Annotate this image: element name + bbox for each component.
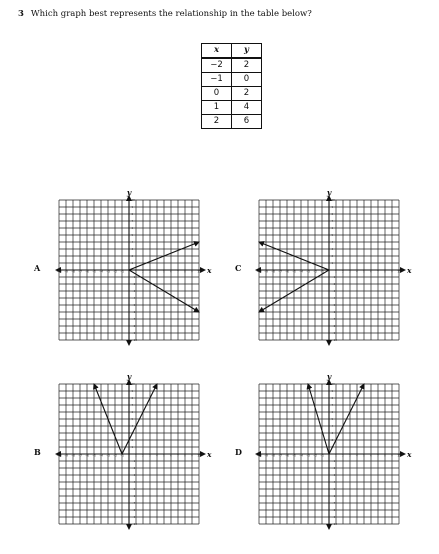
tick-label: −4	[331, 297, 336, 300]
tick-label: 7	[177, 270, 179, 274]
tick-label: 7	[331, 404, 334, 407]
y-axis-label: y	[326, 372, 332, 381]
question-text: Which graph best represents the relationship in the table below?	[30, 9, 312, 19]
tick-label: −2	[131, 467, 136, 470]
choice-label-c[interactable]: C	[235, 263, 242, 273]
tick-label: 10	[331, 383, 335, 386]
tick-label: 6	[370, 270, 372, 274]
tick-label: 3	[331, 432, 334, 435]
tick-label: −4	[299, 270, 303, 274]
tick-label: −4	[331, 481, 336, 484]
tick-label: −2	[131, 283, 136, 286]
tick-label: −7	[331, 502, 336, 505]
tick-label: −1	[120, 270, 124, 274]
table-cell-x: −2	[202, 58, 232, 73]
tick-label: 7	[377, 454, 379, 458]
table-header-row	[202, 44, 262, 59]
y-axis-label: y	[126, 372, 132, 381]
tick-label: 2	[131, 255, 134, 258]
tick-label: −9	[331, 332, 336, 335]
table-cell-y: 6	[232, 115, 262, 129]
tick-label: −10	[131, 339, 137, 342]
tick-label: 4	[331, 425, 334, 428]
table-cell-y: 2	[232, 87, 262, 101]
tick-label: −10	[131, 523, 137, 526]
tick-label: −2	[113, 454, 117, 458]
tick-label: 1	[131, 446, 134, 449]
tick-label: −8	[271, 270, 275, 274]
table-row	[202, 87, 262, 101]
tick-label: −1	[120, 454, 124, 458]
tick-label: 10	[397, 270, 401, 274]
tick-label: −7	[131, 502, 136, 505]
tick-label: 3	[349, 270, 351, 274]
graph-choice-b[interactable]	[56, 372, 212, 530]
tick-label: 8	[384, 454, 386, 458]
tick-label: −6	[131, 495, 136, 498]
tick-label: −5	[292, 270, 296, 274]
table-cell-x: 1	[202, 101, 232, 115]
tick-label: −9	[331, 516, 336, 519]
table-cell-y: 0	[232, 73, 262, 87]
tick-label: −2	[113, 270, 117, 274]
table-cell-y: 2	[232, 58, 262, 73]
tick-label: 4	[131, 425, 134, 428]
tick-label: 3	[149, 454, 151, 458]
tick-label: −6	[331, 311, 336, 314]
tick-label: −8	[131, 325, 136, 328]
tick-label: −1	[331, 276, 336, 279]
x-axis-label: x	[207, 450, 212, 459]
tick-label: 10	[397, 454, 401, 458]
xy-table	[201, 43, 262, 129]
table-cell-x: 2	[202, 115, 232, 129]
tick-label: −8	[271, 454, 275, 458]
tick-label: −8	[131, 509, 136, 512]
tick-label: −6	[285, 454, 289, 458]
tick-label: 6	[170, 270, 172, 274]
tick-label: 8	[331, 213, 334, 216]
choice-label-b[interactable]: B	[34, 447, 41, 457]
tick-label: −9	[64, 270, 68, 274]
tick-label: −9	[131, 332, 136, 335]
tick-label: −8	[331, 325, 336, 328]
table-cell-x: −1	[202, 73, 232, 87]
tick-label: −3	[106, 270, 110, 274]
tick-label: −3	[331, 474, 336, 477]
tick-label: 2	[342, 270, 344, 274]
tick-label: 1	[135, 270, 137, 274]
tick-label: 6	[331, 227, 334, 230]
tick-label: −9	[264, 270, 268, 274]
tick-label: −5	[292, 454, 296, 458]
tick-label: 9	[391, 454, 393, 458]
x-axis-label: x	[407, 266, 412, 275]
choice-label-d[interactable]: D	[235, 447, 242, 457]
tick-label: 2	[331, 255, 334, 258]
graph-choice-c[interactable]	[256, 188, 412, 346]
tick-label: 1	[331, 262, 334, 265]
table-row	[202, 58, 262, 73]
tick-label: 1	[335, 270, 337, 274]
tick-label: 4	[156, 270, 158, 274]
tick-label: −4	[99, 270, 103, 274]
tick-label: 2	[142, 270, 144, 274]
y-axis-label: y	[126, 188, 132, 197]
tick-label: −4	[99, 454, 103, 458]
tick-label: −5	[331, 304, 336, 307]
tick-label: 5	[163, 454, 165, 458]
tick-label: −3	[306, 454, 310, 458]
tick-label: 4	[356, 454, 358, 458]
tick-label: −7	[278, 454, 282, 458]
tick-label: −4	[299, 454, 303, 458]
tick-label: 10	[197, 270, 201, 274]
question-stem	[18, 9, 312, 19]
tick-label: −5	[131, 488, 136, 491]
tick-label: 9	[191, 270, 193, 274]
tick-label: 5	[131, 234, 134, 237]
x-axis-label: x	[207, 266, 212, 275]
tick-label: −6	[331, 495, 336, 498]
x-axis-label: x	[407, 450, 412, 459]
tick-label: 6	[131, 227, 134, 230]
tick-label: −4	[131, 297, 136, 300]
tick-label: −10	[331, 339, 337, 342]
tick-label: −9	[264, 454, 268, 458]
tick-label: 4	[356, 270, 358, 274]
tick-label: 8	[384, 270, 386, 274]
tick-label: 3	[331, 248, 334, 251]
tick-label: 9	[131, 206, 134, 209]
tick-label: 10	[131, 383, 135, 386]
tick-label: 3	[131, 432, 134, 435]
tick-label: −7	[78, 270, 82, 274]
table-header-x: x	[202, 44, 232, 59]
tick-label: 8	[184, 270, 186, 274]
tick-label: 2	[331, 439, 334, 442]
tick-label: 9	[331, 390, 334, 393]
tick-label: 7	[331, 220, 334, 223]
tick-label: −5	[92, 454, 96, 458]
tick-label: 3	[349, 454, 351, 458]
tick-label: −3	[131, 290, 136, 293]
tick-label: 5	[131, 418, 134, 421]
tick-label: 9	[131, 390, 134, 393]
tick-label: 6	[370, 454, 372, 458]
tick-label: 10	[131, 199, 135, 202]
table-cell-x: 0	[202, 87, 232, 101]
tick-label: −10	[256, 454, 262, 458]
tick-label: −1	[320, 454, 324, 458]
tick-label: 3	[131, 248, 134, 251]
tick-label: 1	[131, 262, 134, 265]
tick-label: 8	[331, 397, 334, 400]
tick-label: 9	[331, 206, 334, 209]
tick-label: −7	[278, 270, 282, 274]
tick-label: −8	[331, 509, 336, 512]
tick-label: 6	[131, 411, 134, 414]
tick-label: 10	[197, 454, 201, 458]
y-axis-label: y	[326, 188, 332, 197]
tick-label: 5	[331, 234, 334, 237]
tick-label: −7	[131, 318, 136, 321]
tick-label: 2	[142, 454, 144, 458]
tick-label: −5	[92, 270, 96, 274]
tick-label: 6	[331, 411, 334, 414]
tick-label: 6	[170, 454, 172, 458]
tick-label: 3	[149, 270, 151, 274]
tick-label: 7	[131, 404, 134, 407]
tick-label: −2	[331, 467, 336, 470]
tick-label: −3	[306, 270, 310, 274]
tick-label: −1	[320, 270, 324, 274]
tick-label: 4	[331, 241, 334, 244]
tick-label: 8	[184, 454, 186, 458]
tick-label: −4	[131, 481, 136, 484]
tick-label: 9	[391, 270, 393, 274]
tick-label: −10	[56, 270, 62, 274]
tick-label: −6	[85, 270, 89, 274]
tick-label: −9	[64, 454, 68, 458]
tick-label: −10	[56, 454, 62, 458]
tick-label: 1	[335, 454, 337, 458]
tick-label: −5	[131, 304, 136, 307]
tick-label: 7	[177, 454, 179, 458]
tick-label: 1	[331, 446, 334, 449]
table-header-y: y	[232, 44, 262, 59]
tick-label: 5	[163, 270, 165, 274]
tick-label: −6	[131, 311, 136, 314]
tick-label: −6	[285, 270, 289, 274]
tick-label: −8	[71, 454, 75, 458]
tick-label: 5	[331, 418, 334, 421]
graph-choice-a[interactable]	[56, 188, 212, 346]
tick-label: 5	[363, 454, 365, 458]
table-row	[202, 73, 262, 87]
tick-label: −8	[71, 270, 75, 274]
tick-label: −10	[331, 523, 337, 526]
tick-label: −7	[78, 454, 82, 458]
tick-label: 8	[131, 397, 134, 400]
tick-label: −7	[331, 318, 336, 321]
tick-label: −6	[85, 454, 89, 458]
tick-label: 8	[131, 213, 134, 216]
tick-label: −3	[331, 290, 336, 293]
tick-label: 4	[156, 454, 158, 458]
tick-label: 7	[377, 270, 379, 274]
table-row	[202, 115, 262, 129]
tick-label: 4	[131, 241, 134, 244]
tick-label: 10	[331, 199, 335, 202]
choice-label-a[interactable]: A	[34, 263, 41, 273]
tick-label: −9	[131, 516, 136, 519]
tick-label: 1	[135, 454, 137, 458]
tick-label: −1	[131, 460, 136, 463]
tick-label: −5	[331, 488, 336, 491]
tick-label: −1	[131, 276, 136, 279]
question-number: 3	[18, 9, 24, 19]
tick-label: −1	[331, 460, 336, 463]
table-cell-y: 4	[232, 101, 262, 115]
tick-label: 9	[191, 454, 193, 458]
tick-label: 2	[131, 439, 134, 442]
tick-label: −3	[106, 454, 110, 458]
tick-label: −3	[131, 474, 136, 477]
graph-choice-d[interactable]	[256, 372, 412, 530]
tick-label: 2	[342, 454, 344, 458]
tick-label: −2	[313, 270, 317, 274]
tick-label: −10	[256, 270, 262, 274]
table-row	[202, 101, 262, 115]
tick-label: −2	[331, 283, 336, 286]
tick-label: −2	[313, 454, 317, 458]
tick-label: 5	[363, 270, 365, 274]
tick-label: 7	[131, 220, 134, 223]
